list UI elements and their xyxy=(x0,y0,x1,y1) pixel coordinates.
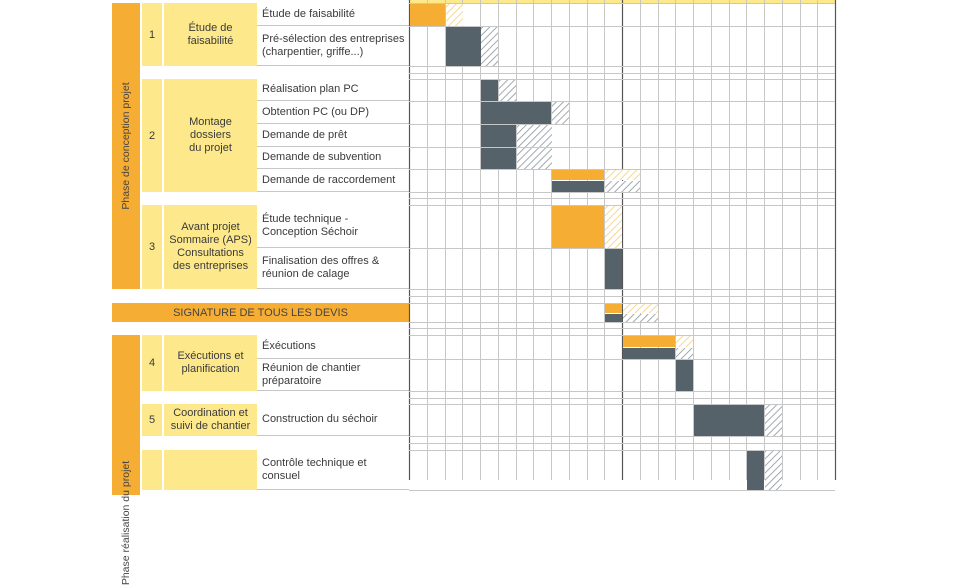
group-1-label: Étude de faisabilité xyxy=(164,3,257,66)
bar-signature-slate-hatch xyxy=(623,314,658,322)
phase-realisation-label: Phase réalisation du projet xyxy=(120,460,132,585)
group-5-number: 5 xyxy=(142,404,162,436)
task-etude-technique: Étude technique - Conception Séchoir xyxy=(257,205,409,248)
task-demande-subvention: Demande de subvention xyxy=(257,147,409,169)
bar-faisabilite xyxy=(410,4,445,26)
bar-controle-hatch xyxy=(765,451,782,490)
milestone-signature-devis: SIGNATURE DE TOUS LES DEVIS xyxy=(112,303,409,322)
group-4-label: Exécutions et planification xyxy=(164,335,257,391)
bar-etude-technique xyxy=(552,206,604,248)
task-executions: Éxécutions xyxy=(257,335,409,359)
bar-plan-pc xyxy=(481,80,498,101)
bar-controle xyxy=(747,451,764,490)
bar-construction-hatch xyxy=(765,405,782,436)
task-demande-pret: Demande de prêt xyxy=(257,124,409,147)
bar-obtention-pc xyxy=(481,102,551,124)
bar-raccordement-slate xyxy=(552,181,604,192)
task-obtention-pc: Obtention PC (ou DP) xyxy=(257,101,409,124)
group-2-number: 2 xyxy=(142,79,162,192)
task-demande-raccordement: Demande de raccordement xyxy=(257,169,409,192)
bar-executions-orange xyxy=(623,336,675,347)
bar-plan-pc-hatch xyxy=(499,80,516,101)
task-controle-technique: Contrôle technique et consuel xyxy=(257,450,409,490)
bar-raccordement-orange xyxy=(552,170,604,180)
group-3-label: Avant projet Sommaire (APS) Consultations des entreprises xyxy=(164,205,257,289)
group-2-label: Montage dossiers du projet xyxy=(164,79,257,192)
bar-etude-technique-hatch xyxy=(605,206,622,248)
bar-pret xyxy=(481,125,516,147)
bar-signature-orange xyxy=(605,304,622,313)
task-realisation-plan-pc: Réalisation plan PC xyxy=(257,79,409,101)
task-reunion-chantier: Réunion de chantier préparatoire xyxy=(257,359,409,391)
bar-executions-orange-hatch xyxy=(676,336,693,347)
bar-finalisation xyxy=(605,249,622,289)
bar-pret-hatch xyxy=(517,125,552,147)
bar-construction xyxy=(694,405,764,436)
bar-signature-orange-hatch xyxy=(623,304,658,313)
task-etude-faisabilite: Étude de faisabilité xyxy=(257,3,409,26)
group-1-number: 1 xyxy=(142,3,162,66)
task-finalisation-offres: Finalisation des offres & réunion de calage xyxy=(257,248,409,289)
bar-executions-slate xyxy=(623,348,675,359)
phase-conception-label: Phase de conception projet xyxy=(120,82,132,210)
group-4-number: 4 xyxy=(142,335,162,391)
group-5-label: Coordination et suivi de chantier xyxy=(164,404,257,436)
bar-executions-slate-hatch xyxy=(676,348,693,359)
group-3-number: 3 xyxy=(142,205,162,289)
task-preselection-entreprises: Pré-sélection des entreprises (charpentier, griffe...) xyxy=(257,26,409,66)
bar-raccordement-slate-hatch xyxy=(605,181,640,192)
bar-subvention xyxy=(481,148,516,169)
bar-preselection-hatch xyxy=(481,27,498,66)
bar-raccordement-orange-hatch xyxy=(605,170,640,180)
bar-reunion xyxy=(676,360,693,391)
bar-signature-slate xyxy=(605,314,622,322)
bar-subvention-hatch xyxy=(517,148,552,169)
bar-obtention-pc-hatch xyxy=(552,102,569,124)
bar-faisabilite-hatch xyxy=(446,4,463,26)
bar-preselection xyxy=(446,27,481,66)
task-construction-sechoir: Construction du séchoir xyxy=(257,404,409,436)
